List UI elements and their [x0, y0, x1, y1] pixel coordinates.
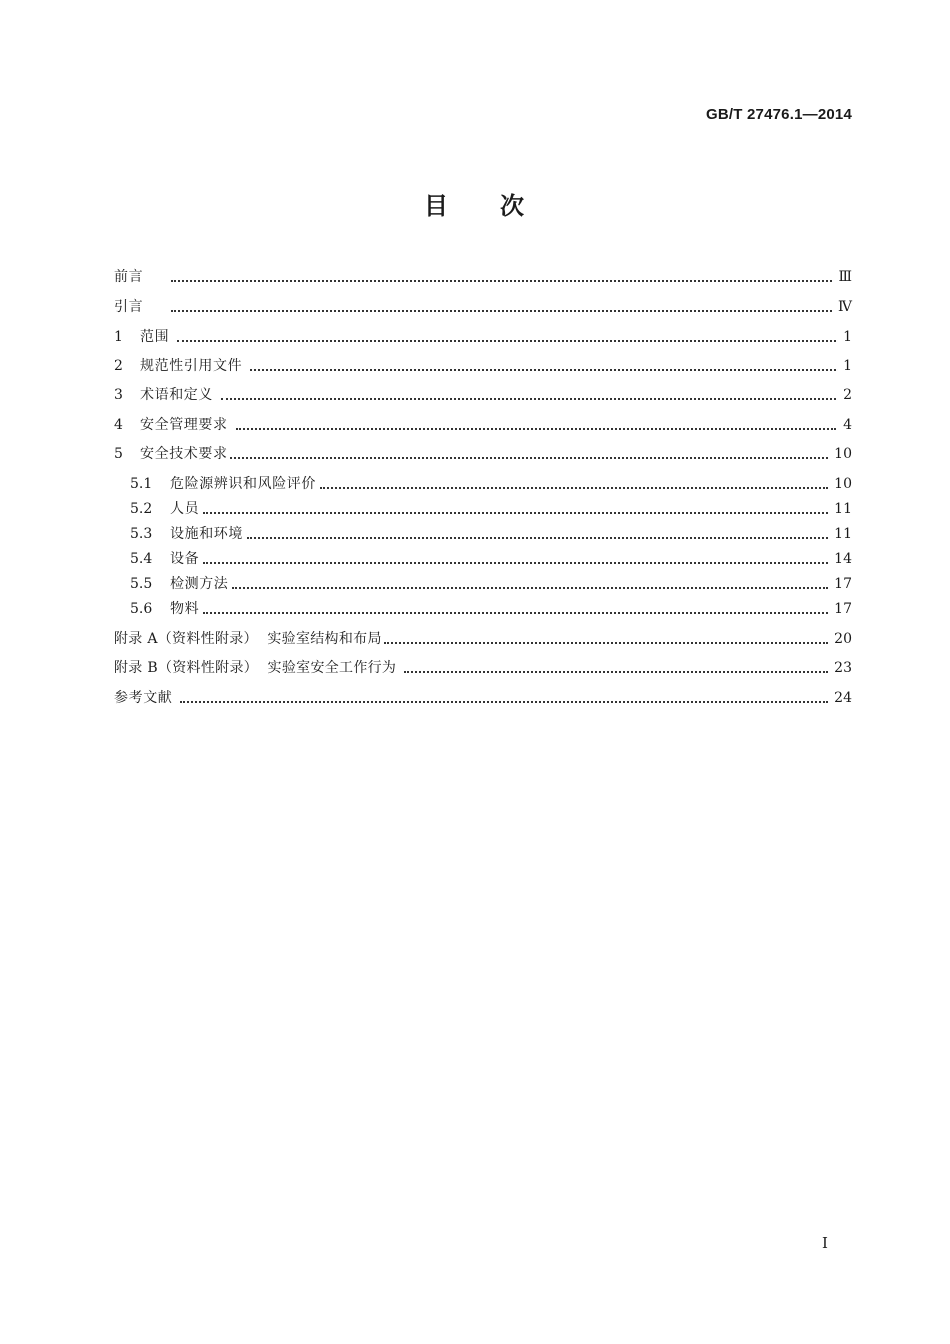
- toc-entry-foreword[interactable]: [114, 266, 852, 288]
- toc-entry-number: 5.2: [130, 501, 153, 517]
- toc-entry-section-5-5[interactable]: [130, 573, 852, 595]
- page-number: I: [822, 1234, 828, 1252]
- toc-leader-dots: [232, 587, 828, 589]
- toc-entry-label: 物料: [170, 601, 200, 617]
- toc-entry-label: 危险源辨识和风险评价: [170, 476, 316, 492]
- toc-leader-dots: [203, 612, 828, 614]
- toc-entry-label: 参考文献: [114, 690, 173, 706]
- toc-entry-page: 10: [834, 446, 852, 462]
- toc-leader-dots: [180, 701, 828, 703]
- toc-entry-number: 1: [114, 329, 123, 345]
- toc-entry-section-5-6[interactable]: [130, 598, 852, 620]
- toc-entry-page: 24: [834, 690, 852, 706]
- toc-entry-page: 23: [834, 660, 852, 676]
- toc-entry-number: 5.3: [130, 526, 153, 542]
- toc-entry-page: 17: [834, 576, 852, 592]
- toc-leader-dots: [247, 537, 828, 539]
- toc-entry-label: 设备: [170, 551, 200, 567]
- toc-leader-dots: [221, 398, 836, 400]
- toc-leader-dots: [171, 280, 832, 282]
- toc-entry-number: 5.6: [130, 601, 153, 617]
- toc-entry-number: 3: [114, 387, 123, 403]
- toc-entry-label: 前言: [114, 269, 144, 285]
- toc-entry-label: 人员: [170, 501, 200, 517]
- toc-entry-label: 安全技术要求: [140, 446, 228, 462]
- toc-entry-section-5-2[interactable]: [130, 498, 852, 520]
- toc-entry-number: 5.1: [130, 476, 153, 492]
- toc-entry-label: 规范性引用文件: [140, 358, 243, 374]
- toc-leader-dots: [230, 457, 829, 459]
- toc-entry-page: 11: [834, 526, 852, 542]
- toc-leader-dots: [384, 642, 828, 644]
- toc-entry-section-4[interactable]: [114, 414, 852, 436]
- toc-entry-page: 14: [834, 551, 852, 567]
- toc-entry-page: 11: [834, 501, 852, 517]
- toc-entry-number: 4: [114, 417, 123, 433]
- toc-entry-label: 检测方法: [170, 576, 229, 592]
- toc-entry-number: 5.5: [130, 576, 153, 592]
- title-char-1: 目: [424, 192, 450, 220]
- toc-entry-page: 20: [834, 631, 852, 647]
- toc-leader-dots: [320, 487, 828, 489]
- toc-entry-label: 范围: [140, 329, 170, 345]
- toc-leader-dots: [236, 428, 836, 430]
- toc-entry-label: 引言: [114, 299, 144, 315]
- toc-entry-page: 1: [843, 329, 852, 345]
- toc-entry-page: 17: [834, 601, 852, 617]
- toc-entry-number: 5: [114, 446, 123, 462]
- toc-entry-label: 附录 A（资料性附录） 实验室结构和布局: [114, 631, 382, 647]
- toc-entry-label: 附录 B（资料性附录） 实验室安全工作行为: [114, 660, 397, 676]
- toc-entry-section-3[interactable]: [114, 384, 852, 406]
- toc-leader-dots: [250, 369, 836, 371]
- title-char-2: 次: [500, 192, 526, 220]
- toc-entry-section-5-3[interactable]: [130, 523, 852, 545]
- toc-leader-dots: [203, 512, 828, 514]
- toc-entry-section-1[interactable]: [114, 326, 852, 348]
- toc-entry-label: 设施和环境: [170, 526, 243, 542]
- toc-entry-number: 2: [114, 358, 123, 374]
- toc-entry-label: 安全管理要求: [140, 417, 228, 433]
- toc-entry-number: 5.4: [130, 551, 153, 567]
- toc-entry-introduction[interactable]: [114, 296, 852, 318]
- toc-leader-dots: [203, 562, 828, 564]
- toc-entry-bibliography[interactable]: [114, 687, 852, 709]
- toc-entry-page: 4: [843, 417, 852, 433]
- toc-leader-dots: [177, 340, 836, 342]
- toc-entry-section-2[interactable]: [114, 355, 852, 377]
- toc-entry-label: 术语和定义: [140, 387, 213, 403]
- toc-entry-section-5-1[interactable]: [130, 473, 852, 495]
- toc-leader-dots: [404, 671, 828, 673]
- toc-entry-annex-a[interactable]: [114, 628, 852, 650]
- toc-entry-annex-b[interactable]: [114, 657, 852, 679]
- toc-entry-page: Ⅳ: [838, 299, 852, 315]
- standard-code: GB/T 27476.1—2014: [706, 106, 852, 123]
- toc-entry-section-5[interactable]: [114, 443, 852, 465]
- toc-entry-page: 10: [834, 476, 852, 492]
- toc-entry-page: 1: [843, 358, 852, 374]
- toc-entry-section-5-4[interactable]: [130, 548, 852, 570]
- toc-leader-dots: [171, 310, 832, 312]
- toc-entry-page: Ⅲ: [838, 269, 852, 285]
- toc-entry-page: 2: [843, 387, 852, 403]
